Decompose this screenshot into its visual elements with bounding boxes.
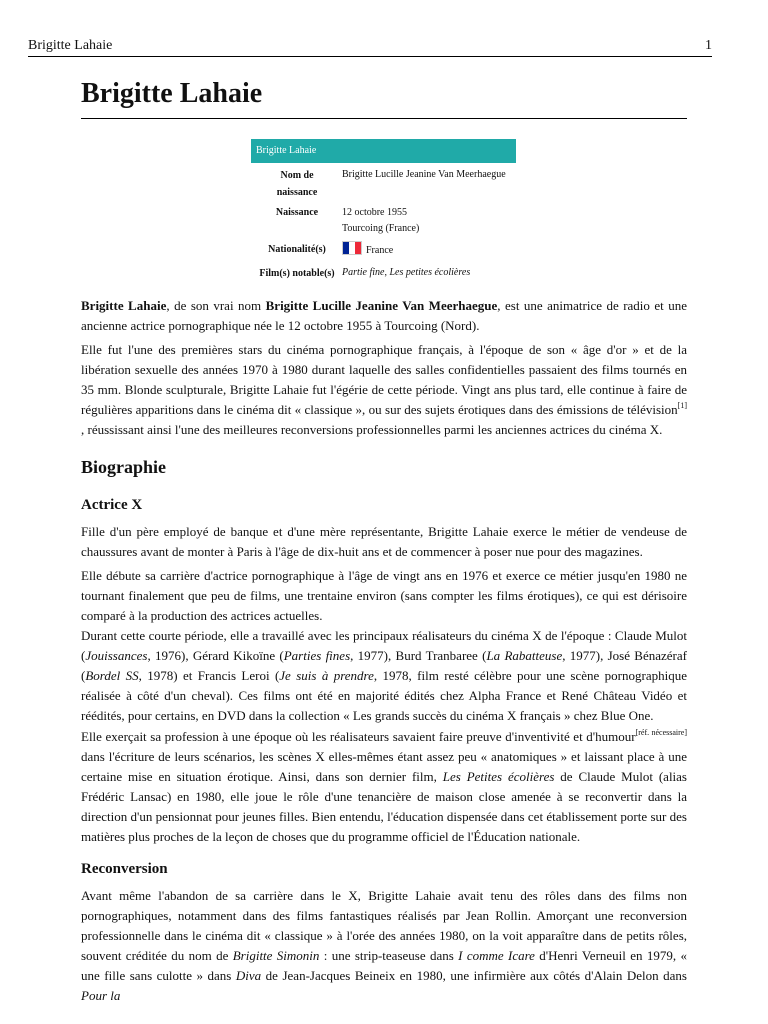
actrice-paragraph-4 xyxy=(81,727,687,847)
actrice-paragraph-3 xyxy=(81,626,687,726)
text: , 1978) et Francis Leroi ( xyxy=(138,668,280,683)
infobox-value xyxy=(342,265,522,281)
infobox-label: Nationalité(s) xyxy=(268,244,326,255)
actrice-paragraph-1: Fille d'un père employé de banque et d'une mère représentante, Brigitte Lahaie exerce le métier de vendeuse de chaussures avant de monter à Paris à l'âge de dix-huit ans et de commencer à poser nue pour des magazines. xyxy=(81,524,687,559)
nationality-text: France xyxy=(366,245,394,256)
film-title: Pour la xyxy=(81,988,121,1003)
infobox-row-nationality xyxy=(251,239,516,259)
infobox-heading: Brigitte Lahaie xyxy=(251,139,516,163)
text: dans l'écriture de leurs scénarios, les scènes X elles-mêmes étant assez peu « anatomiques » et laissant place à une certaine mise en situation érotique. Ainsi, dans son dernier film, xyxy=(81,749,687,784)
film-title: Parties fines xyxy=(283,648,351,663)
actrice-paragraph-2: Elle débute sa carrière d'actrice pornographique à l'âge de vingt ans en 1976 et exerce ce métier jusqu'en 1980 ne tournant finalement que peu de films, une trentaine environ (sans compter les films érotiques), ce qui est dérisoire comparé à la production des actrices actuelles. xyxy=(81,568,687,623)
text: : une strip-teaseuse dans xyxy=(319,948,459,963)
section-heading-actrice: Actrice X xyxy=(81,497,143,513)
citation-needed-link[interactable]: [réf. nécessaire] xyxy=(635,728,687,737)
infobox-value-line: 12 octobre 1955 xyxy=(342,207,407,218)
text: , 1977), Burd Tranbaree ( xyxy=(350,648,487,663)
infobox-value xyxy=(342,205,522,237)
infobox-row-birth xyxy=(251,201,516,239)
text: d'Henri Verneuil en 1979, « une fille sans culotte » dans xyxy=(81,948,687,983)
text: , 1978, film resté célèbre pour une scène pornographique réalisée à côté d'un cheval). Ces films ont été en majorité édités chez Alpha France et René Château Vidéo et réédités, pour certains, en DVD dans la collection « Les grands succès du cinéma X français » chez Blue One. xyxy=(81,668,687,723)
reference-link[interactable]: [1] xyxy=(677,401,687,410)
article-title: Brigitte Lahaie xyxy=(81,78,687,119)
running-header-title: Brigitte Lahaie xyxy=(28,38,113,53)
film-title: Bordel SS xyxy=(85,668,139,683)
intro-paragraph-1 xyxy=(81,296,687,336)
intro-paragraph-2 xyxy=(81,340,687,440)
infobox-label-line: naissance xyxy=(276,187,318,198)
text: Durant cette courte période, elle a travaillé avec les principaux réalisateurs du cinéma X de l'époque : Claude Mulot ( xyxy=(81,628,687,663)
film-title: I comme Icare xyxy=(458,948,535,963)
birth-name: Brigitte Lucille Jeanine Van Meerhaegue xyxy=(265,298,498,313)
text: , 1976), Gérard Kikoïne ( xyxy=(147,648,284,663)
infobox-value xyxy=(342,241,522,259)
infobox-label: Film(s) notable(s) xyxy=(259,268,335,279)
film-title: Les Petites écolières xyxy=(442,769,555,784)
infobox-value-line: Tourcoing (France) xyxy=(342,223,420,234)
subject-name: Brigitte Lahaie xyxy=(81,298,167,313)
film-title: Diva xyxy=(235,968,262,983)
text: de Claude Mulot (alias Frédéric Lansac) en 1980, elle joue le rôle d'une tenancière de maison close amenée à se reconvertir dans la direction d'un pensionnat pour jeunes filles. Bien entendu, l'éducation dispensée dans cet établissement porte sur des matières plus proches de la leçon de choses que du programme officiel de l'Éducation nationale. xyxy=(81,769,687,844)
infobox-label-line: Nom de xyxy=(280,170,314,181)
running-header xyxy=(28,36,712,57)
infobox xyxy=(251,139,516,281)
infobox-value: Brigitte Lucille Jeanine Van Meerhaegue xyxy=(342,169,506,180)
infobox-label: Naissance xyxy=(275,207,319,218)
infobox-row-birth-name xyxy=(251,163,516,201)
text: , réussissant ainsi l'une des meilleures reconversions professionnelles parmi les anciennes actrices du cinéma X. xyxy=(81,422,663,437)
text: de Jean-Jacques Beineix en 1980, une infirmière aux côtés d'Alain Delon dans xyxy=(261,968,687,983)
credited-name: Brigitte Simonin xyxy=(232,948,320,963)
film-link[interactable]: Partie fine xyxy=(342,267,385,278)
section-heading-reconversion: Reconversion xyxy=(81,861,168,877)
text: , 1977), José Bénazéraf ( xyxy=(81,648,687,683)
film-title: Je suis à prendre xyxy=(279,668,374,683)
reconversion-paragraph-1 xyxy=(81,886,687,1006)
france-flag-icon xyxy=(342,241,362,255)
section-heading-biographie: Biographie xyxy=(81,457,167,477)
text: , est une animatrice de radio et une ancienne actrice pornographique née le 12 octobre 1955 à Tourcoing (Nord). xyxy=(81,298,688,333)
page-number: 1 xyxy=(705,38,712,53)
text: Avant même l'abandon de sa carrière dans le X, Brigitte Lahaie avait tenu des rôles dans des films non pornographiques, notamment dans des films fantastiques réalisés par Jean Rollin. Amorçant une reconversion professionnelle dans le cinéma dit « classique » à l'orée des années 1980, on la voit apparaître dans de petits rôles, souvent créditée du nom de xyxy=(81,888,687,963)
infobox-label xyxy=(251,167,343,201)
separator: , xyxy=(384,267,390,278)
text: Elle exerçait sa profession à une époque où les réalisateurs savaient faire preuve d'inventivité et d'humour xyxy=(81,729,636,744)
infobox-row-notable-films xyxy=(251,259,516,281)
film-title: La Rabatteuse xyxy=(486,648,563,663)
text: Elle fut l'une des premières stars du cinéma pornographique français, à l'époque de son « âge d'or » et de la libération sexuelle des années 1970 à 1980 durant laquelle des salles confidentielles passaient des films tournés en 35 mm. Blonde sculpturale, Brigitte Lahaie fut l'égérie de cette période. Vingt ans plus tard, elle continue à faire de régulières apparitions dans le cinéma dit « classique », ou sur des sujets érotiques dans des émissions de télévision xyxy=(81,342,687,417)
text: , de son vrai nom xyxy=(166,298,266,313)
film-link[interactable]: Les petites écolières xyxy=(389,267,471,278)
film-title: Jouissances xyxy=(85,648,148,663)
